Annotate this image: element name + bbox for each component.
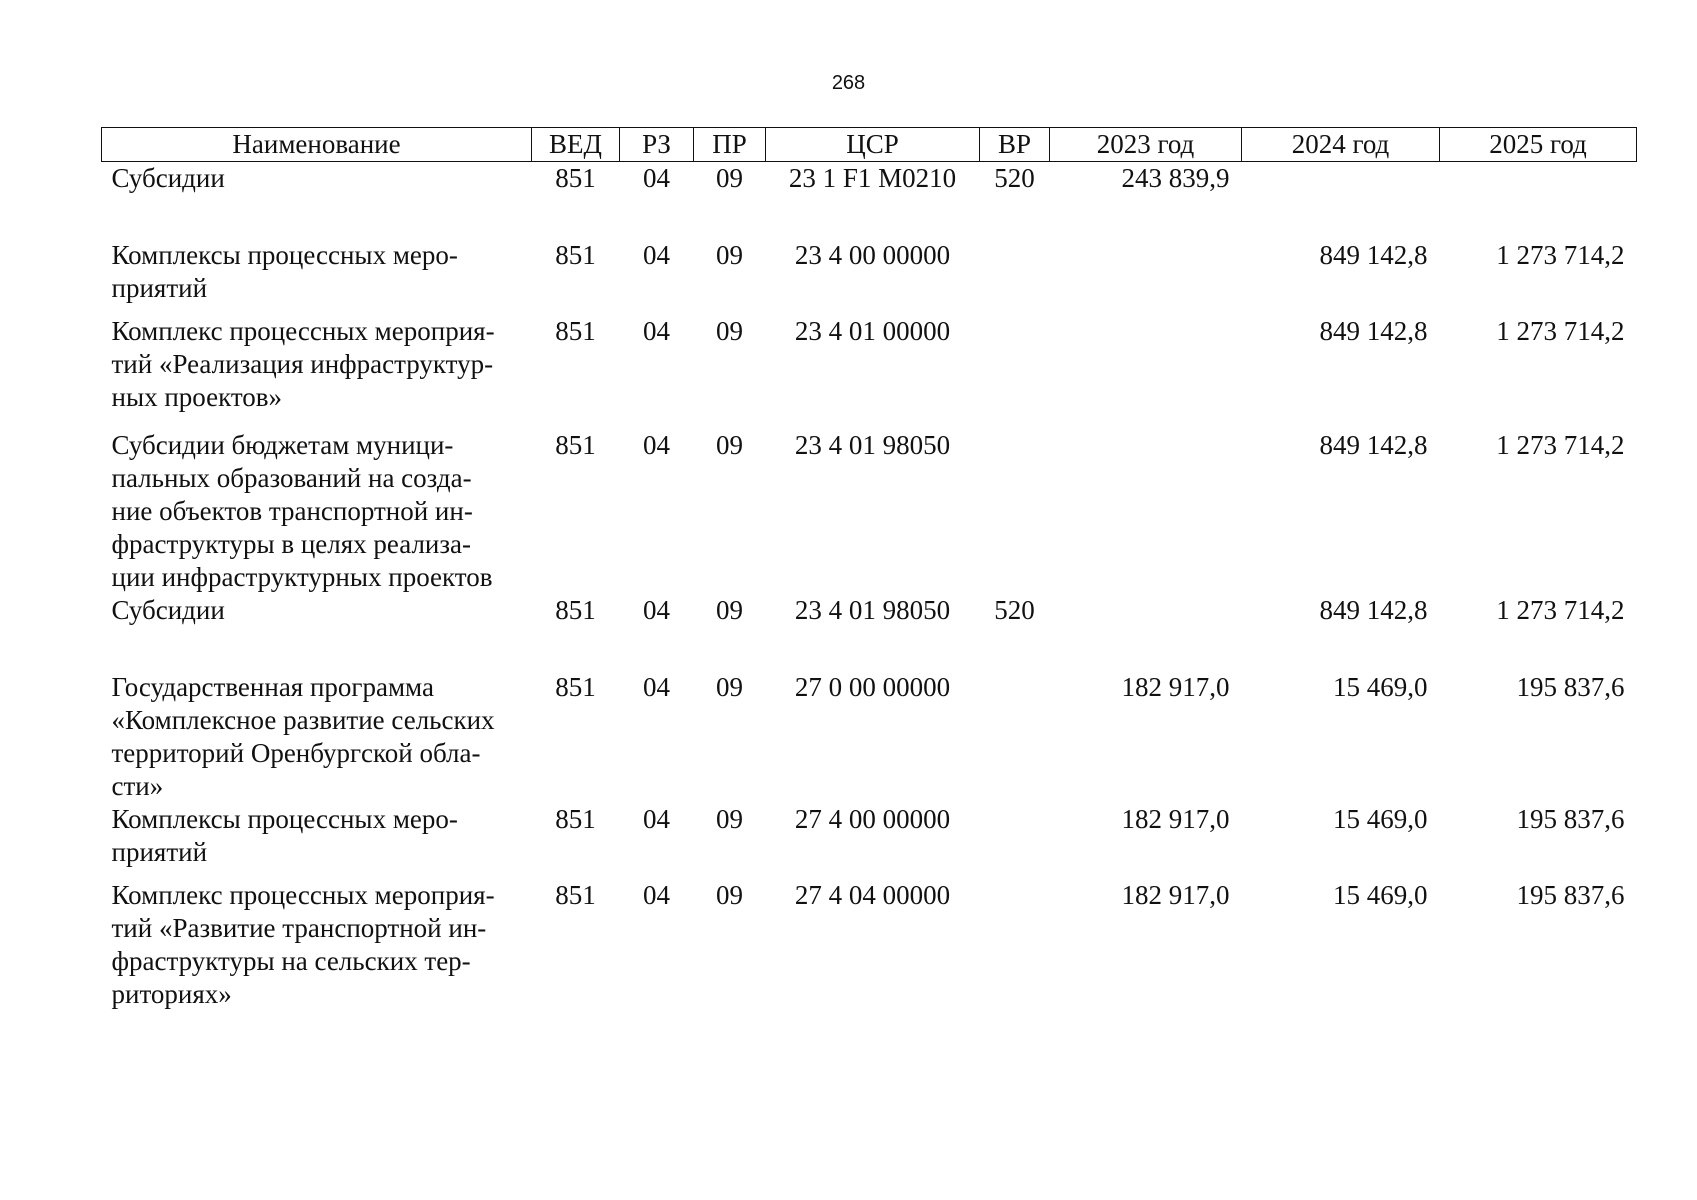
- table-row: [102, 429, 1637, 594]
- row-name: [102, 239, 532, 315]
- name-line: Субсидии бюджетам муници-: [111, 429, 454, 460]
- csr-cell: 27 4 00 00000: [794, 803, 951, 834]
- row-name: [102, 429, 532, 594]
- pr-cell: 09: [716, 239, 743, 270]
- name-line: территорий Оренбургской обла-: [111, 737, 481, 768]
- ved-cell: 851: [555, 671, 596, 702]
- vr-cell: [980, 671, 1050, 803]
- page-number: 268: [831, 72, 866, 94]
- name-line: приятий: [111, 272, 208, 303]
- y2024-cell: 15 469,0: [1333, 879, 1428, 910]
- vr-cell: 520: [994, 594, 1035, 625]
- table-row: [102, 239, 1637, 315]
- row-name: [102, 879, 532, 1019]
- csr-cell: 27 0 00 00000: [794, 671, 951, 702]
- row-name: [102, 671, 532, 803]
- y2025-cell: 195 837,6: [1516, 803, 1625, 834]
- csr-cell: 27 4 04 00000: [794, 879, 951, 910]
- name-line: Комплекс процессных мероприя-: [111, 315, 495, 346]
- vr-cell: [980, 429, 1050, 594]
- csr-cell: 23 1 F1 M0210: [788, 163, 957, 193]
- pr-cell: 09: [716, 594, 743, 625]
- pr-cell: 09: [716, 803, 743, 834]
- name-line: фраструктуры в целях реализа-: [111, 528, 472, 559]
- name-line: Комплекс процессных мероприя-: [111, 879, 495, 910]
- y2023-cell: [1050, 594, 1242, 671]
- pr-cell: 09: [716, 315, 743, 346]
- name-line: Государственная программа: [111, 671, 434, 702]
- csr-cell: 23 4 01 98050: [794, 594, 951, 625]
- table-row: [102, 671, 1637, 803]
- y2024-cell: 849 142,8: [1319, 429, 1428, 460]
- row-name: [102, 803, 532, 879]
- column-header-csr: ЦСР: [766, 128, 980, 162]
- y2023-cell: 182 917,0: [1121, 803, 1230, 834]
- vr-cell: [980, 879, 1050, 1019]
- y2025-cell: [1440, 162, 1637, 239]
- y2025-cell: 195 837,6: [1516, 671, 1625, 702]
- csr-cell: 23 4 01 00000: [794, 315, 951, 346]
- y2025-cell: 1 273 714,2: [1496, 594, 1625, 625]
- name-line: ции инфраструктурных проектов: [111, 561, 493, 592]
- rz-cell: 04: [643, 803, 670, 834]
- ved-cell: 851: [555, 879, 596, 910]
- table-row: [102, 315, 1637, 429]
- table-row: [102, 594, 1637, 671]
- name-line: фраструктуры на сельских тер-: [111, 945, 471, 976]
- y2023-cell: [1050, 429, 1242, 594]
- table-row: [102, 879, 1637, 1019]
- name-line: тий «Развитие транспортной ин-: [111, 912, 487, 943]
- rz-cell: 04: [643, 671, 670, 702]
- y2023-cell: [1050, 239, 1242, 315]
- vr-cell: [980, 315, 1050, 429]
- name-line: Субсидии: [111, 163, 225, 193]
- ved-cell: 851: [555, 594, 596, 625]
- ved-cell: 851: [555, 803, 596, 834]
- y2025-cell: 195 837,6: [1516, 879, 1625, 910]
- ved-cell: 851: [555, 315, 596, 346]
- y2023-cell: 182 917,0: [1121, 879, 1230, 910]
- y2024-cell: 849 142,8: [1319, 594, 1428, 625]
- name-line: Комплексы процессных меро-: [111, 239, 458, 270]
- row-name: [102, 594, 532, 671]
- column-header-rz: РЗ: [620, 128, 694, 162]
- y2025-cell: 1 273 714,2: [1496, 239, 1625, 270]
- name-line: сти»: [111, 770, 164, 801]
- vr-cell: 520: [994, 163, 1035, 193]
- y2024-cell: 849 142,8: [1319, 239, 1428, 270]
- y2023-cell: [1050, 315, 1242, 429]
- vr-cell: [980, 239, 1050, 315]
- column-header-2023: 2023 год: [1050, 128, 1242, 162]
- column-header-2025: 2025 год: [1440, 128, 1637, 162]
- csr-cell: 23 4 01 98050: [794, 429, 951, 460]
- table-row: [102, 803, 1637, 879]
- ved-cell: 851: [555, 163, 596, 193]
- y2023-cell: 243 839,9: [1121, 163, 1230, 193]
- column-header-ved: ВЕД: [532, 128, 620, 162]
- name-line: «Комплексное развитие сельских: [111, 704, 495, 735]
- name-line: пальных образований на созда-: [111, 462, 472, 493]
- y2024-cell: [1242, 162, 1440, 239]
- rz-cell: 04: [643, 239, 670, 270]
- name-line: ных проектов»: [111, 381, 283, 412]
- budget-table: [101, 127, 1637, 1019]
- y2024-cell: 849 142,8: [1319, 315, 1428, 346]
- name-line: приятий: [111, 836, 208, 867]
- name-line: тий «Реализация инфраструктур-: [111, 348, 494, 379]
- table-header-row: [102, 128, 1637, 162]
- ved-cell: 851: [555, 239, 596, 270]
- table-row: [102, 162, 1637, 239]
- column-header-2024: 2024 год: [1242, 128, 1440, 162]
- y2023-cell: 182 917,0: [1121, 671, 1230, 702]
- column-header-name: Наименование: [102, 128, 532, 162]
- row-name: [102, 162, 532, 239]
- rz-cell: 04: [643, 429, 670, 460]
- column-header-pr: ПР: [694, 128, 766, 162]
- row-name: [102, 315, 532, 429]
- csr-cell: 23 4 00 00000: [794, 239, 951, 270]
- y2024-cell: 15 469,0: [1333, 803, 1428, 834]
- pr-cell: 09: [716, 671, 743, 702]
- y2024-cell: 15 469,0: [1333, 671, 1428, 702]
- name-line: Комплексы процессных меро-: [111, 803, 458, 834]
- ved-cell: 851: [555, 429, 596, 460]
- y2025-cell: 1 273 714,2: [1496, 429, 1625, 460]
- rz-cell: 04: [643, 315, 670, 346]
- rz-cell: 04: [643, 879, 670, 910]
- column-header-vr: ВР: [980, 128, 1050, 162]
- name-line: ние объектов транспортной ин-: [111, 495, 473, 526]
- pr-cell: 09: [716, 429, 743, 460]
- name-line: риториях»: [111, 978, 232, 1009]
- name-line: Субсидии: [111, 594, 225, 625]
- rz-cell: 04: [643, 594, 670, 625]
- y2025-cell: 1 273 714,2: [1496, 315, 1625, 346]
- pr-cell: 09: [716, 879, 743, 910]
- vr-cell: [980, 803, 1050, 879]
- rz-cell: 04: [643, 163, 670, 193]
- pr-cell: 09: [716, 163, 743, 193]
